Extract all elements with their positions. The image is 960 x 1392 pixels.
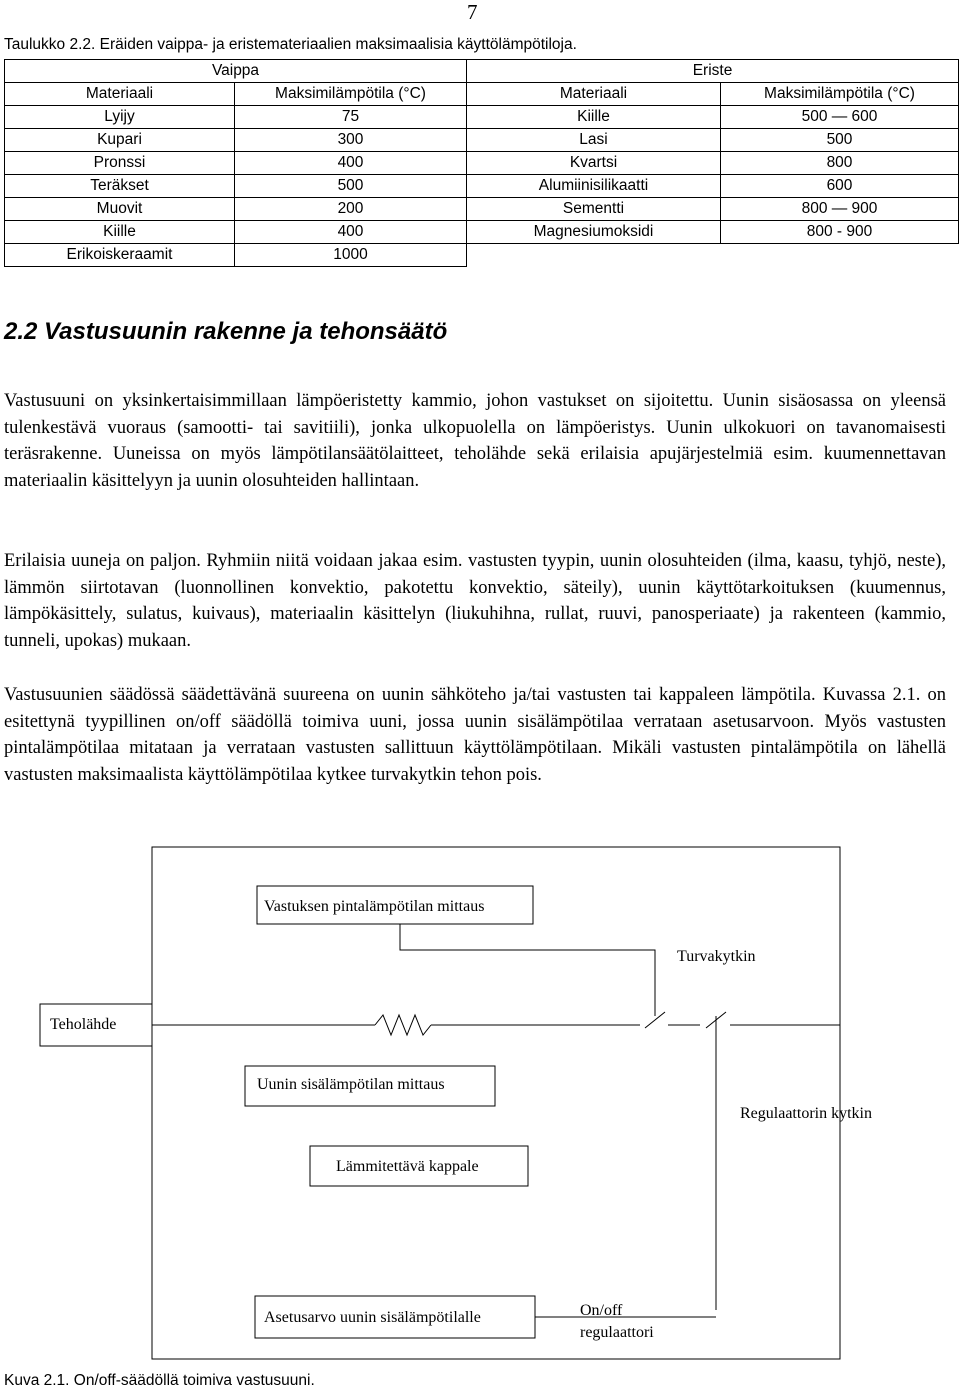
table-row <box>5 175 959 198</box>
table-cell: Sementti <box>467 198 721 221</box>
table-cell: Kupari <box>5 129 235 152</box>
table-cell: 400 <box>235 152 467 175</box>
table-cell: 200 <box>235 198 467 221</box>
table-cell: Lyijy <box>5 106 235 129</box>
table-cell: Lasi <box>467 129 721 152</box>
table-cell: Erikoiskeraamit <box>5 244 235 267</box>
table-cell: 300 <box>235 129 467 152</box>
safety-switch-label: Turvakytkin <box>677 948 756 965</box>
table-cell: Pronssi <box>5 152 235 175</box>
table-row <box>5 198 959 221</box>
paragraph: Vastusuunien säädössä säädettävänä suureena on uunin sähköteho ja/tai vastusten tai kappaleen lämpötila. Kuvassa 2.1. on esitettynä tyypillinen on/off säädöllä toimiva uuni, jossa uunin sisälämpötilaa verrataan asetusarvoon. Myös vastusten pintalämpötilaa mitataan ja verrataan vastusten sallittuun käyttölämpötilaan. Mikäli vastusten pintalämpötila on lähellä vastusten maksimaalista käyttölämpötilaa kytkee turvakytkin tehon pois. <box>4 685 946 785</box>
figure-caption: Kuva 2.1. On/off-säädöllä toimiva vastusuuni. <box>4 1372 315 1389</box>
table-cell: 600 <box>721 175 959 198</box>
table-cell-empty <box>467 244 721 267</box>
onoff-regulator-label-line1: On/off <box>580 1302 623 1319</box>
table-cell: 400 <box>235 221 467 244</box>
table-cell: Kiille <box>5 221 235 244</box>
column-header: Materiaali <box>467 83 721 106</box>
table-caption: Taulukko 2.2. Eräiden vaippa- ja eristemateriaalien maksimaalisia käyttölämpötiloja. <box>4 36 577 53</box>
table-cell: 500 — 600 <box>721 106 959 129</box>
table-cell: 500 <box>235 175 467 198</box>
setpoint-label: Asetusarvo uunin sisälämpötilalle <box>264 1309 481 1326</box>
group-header-eriste: Eriste <box>467 60 959 83</box>
power-source-label: Teholähde <box>50 1016 117 1033</box>
table-cell: Kvartsi <box>467 152 721 175</box>
heated-piece-label: Lämmitettävä kappale <box>336 1158 479 1175</box>
surface-temp-label: Vastuksen pintalämpötilan mittaus <box>264 898 485 915</box>
table-group-header-row <box>5 60 959 83</box>
group-header-vaippa: Vaippa <box>5 60 467 83</box>
table-cell: 75 <box>235 106 467 129</box>
table-row <box>5 244 959 267</box>
table-cell: Alumiinisilikaatti <box>467 175 721 198</box>
materials-table <box>4 59 959 267</box>
paragraph: Vastusuuni on yksinkertaisimmillaan lämpöeristetty kammio, johon vastukset on sijoitettu. Uunin sisäosassa on yleensä tulenkestävä vuoraus (samootti- tai savitiili), jonka ulkopuolella on lämpöeristys. Uunin ulkokuori on tavanomaisesti teräsrakenne. Uuneissa on myös lämpötilansäätölaitteet, teholähde sekä erilaisia apujärjestelmiä esim. kuumennettavan materiaalin käsittelyyn ja uunin olosuhteiden hallintaan. <box>4 391 946 491</box>
section-heading: 2.2 Vastusuunin rakenne ja tehonsäätö <box>4 318 448 345</box>
table-row <box>5 106 959 129</box>
column-header: Maksimilämpötila (°C) <box>721 83 959 106</box>
table-cell: 800 — 900 <box>721 198 959 221</box>
column-header: Maksimilämpötila (°C) <box>235 83 467 106</box>
table-row <box>5 152 959 175</box>
onoff-regulator-label-line2: regulaattori <box>580 1324 654 1341</box>
table-cell: 800 - 900 <box>721 221 959 244</box>
table-cell: 500 <box>721 129 959 152</box>
table-cell: Magnesiumoksidi <box>467 221 721 244</box>
table-cell: Muovit <box>5 198 235 221</box>
column-header: Materiaali <box>5 83 235 106</box>
paragraph: Erilaisia uuneja on paljon. Ryhmiin niitä voidaan jakaa esim. vastusten tyypin, uunin olosuhteiden (ilma, kaasu, tyhjö, neste), lämmön siirtotavan (luonnollinen konvektio, pakotettu konvektio, säteily), uunin käyttötarkoituksen (kuumennus, lämpökäsittely, sulatus, kuivaus), materiaalin käsittelyn (liukuhihna, rullat, ruuvi, panosperiaate) ja rakenteen (kammio, tunneli, upokas) mukaan. <box>4 551 946 651</box>
table-cell-empty <box>721 244 959 267</box>
table-row <box>5 221 959 244</box>
table-row <box>5 129 959 152</box>
resistor-symbol <box>375 1015 431 1035</box>
table-cell: 1000 <box>235 244 467 267</box>
furnace-diagram <box>0 830 960 1370</box>
regulator-switch-label: Regulaattorin kytkin <box>740 1105 872 1122</box>
table-column-header-row <box>5 83 959 106</box>
table-cell: 800 <box>721 152 959 175</box>
table-cell: Kiille <box>467 106 721 129</box>
page-number: 7 <box>467 0 478 24</box>
table-cell: Teräkset <box>5 175 235 198</box>
inner-temp-label: Uunin sisälämpötilan mittaus <box>257 1076 445 1093</box>
signal-line <box>400 924 655 1016</box>
